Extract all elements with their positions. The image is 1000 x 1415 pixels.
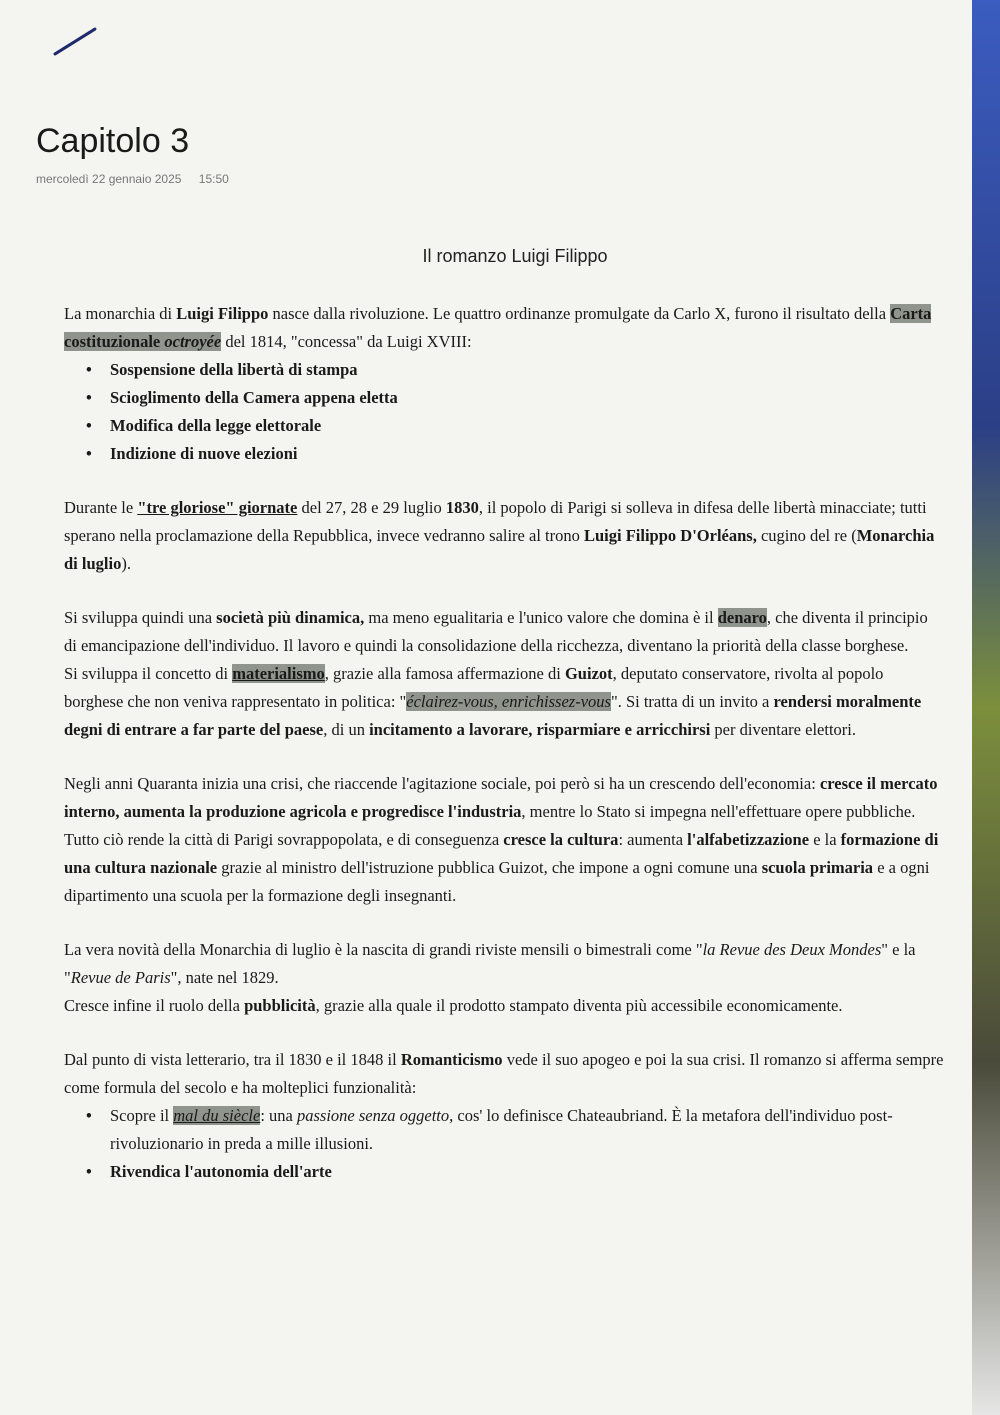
note-body: [64, 300, 944, 1212]
text-span: Cresce infine il ruolo della: [64, 996, 245, 1015]
background-edge: [972, 0, 1000, 1415]
pen-stroke: [53, 27, 97, 56]
text-bold: cresce la cultura: [503, 830, 619, 849]
text-bold: l'alfabetizzazione: [687, 830, 810, 849]
text-span: : una: [260, 1106, 297, 1125]
text-bold: Romanticismo: [400, 1050, 503, 1069]
page-timestamp: [36, 172, 229, 186]
text-span: ).: [121, 554, 131, 573]
text-bold: Guizot: [564, 664, 613, 683]
text-span: Carta costituzionale: [64, 304, 932, 351]
list-item: • Rivendica l'autonomia dell'arte: [110, 1158, 944, 1186]
paragraph-text: [64, 494, 944, 578]
text-bold: pubblicità: [244, 996, 316, 1015]
paragraph-text: [64, 300, 944, 356]
text-span: La monarchia di: [64, 304, 177, 323]
paragraph-text: [64, 660, 944, 744]
text-span: del 27, 28 e 29 luglio: [297, 498, 446, 517]
text-span: Dal punto di vista letterario, tra il 1830 e il 1848 il: [64, 1050, 401, 1069]
paragraph-giornate: [64, 494, 944, 578]
text-span: " e la ": [64, 940, 916, 987]
text-span: cugino del re (: [756, 526, 857, 545]
text-italic: passione senza oggetto: [296, 1106, 450, 1125]
text-span: del 1814, "concessa" da Luigi XVIII:: [221, 332, 472, 351]
ordinanze-list: [64, 356, 944, 468]
page-time: 15:50: [198, 172, 229, 186]
text-span: Si sviluppa il concetto di: [64, 664, 233, 683]
text-span: ". Si tratta di un invito a: [610, 692, 774, 711]
text-bold: 1830: [445, 498, 479, 517]
highlight-materialismo: materialismo: [232, 664, 325, 683]
text-bold: cresce il mercato interno, aumenta la produzione agricola e progredisce l'industria: [64, 774, 938, 821]
text-italic: octroyée: [164, 332, 222, 351]
text-bold: Luigi Filippo: [176, 304, 269, 323]
text-span: , che diventa il principio di emancipazione dell'individuo. Il lavoro e quindi la consolidazione della ricchezza, diventano la priorità della classe borghese.: [64, 608, 928, 655]
paragraph-text: [64, 770, 944, 910]
text-span: per diventare elettori.: [710, 720, 856, 739]
text-span: ma meno egualitaria e l'unico valore che domina è il: [364, 608, 718, 627]
text-span: e la: [809, 830, 841, 849]
text-span: , il popolo di Parigi si solleva in difesa delle libertà minacciate; tutti sperano nella proclamazione della Repubblica, invece vedranno salire al trono: [64, 498, 927, 545]
text-span: , di un: [323, 720, 370, 739]
list-item: • Scioglimento della Camera appena eletta: [110, 384, 944, 412]
paragraph-societa: [64, 604, 944, 744]
highlight-mal-du-siecle: mal du siècle: [173, 1106, 261, 1125]
text-span: , grazie alla quale il prodotto stampato diventa più accessibile economicamente.: [315, 996, 843, 1015]
paragraph-riviste: [64, 936, 944, 1020]
highlight-quote: éclairez-vous, enrichissez-vous: [406, 692, 611, 711]
text-span: Durante le: [64, 498, 138, 517]
page-title: Capitolo 3: [36, 122, 190, 160]
paragraph-text: [64, 1046, 944, 1102]
text-span: , deputato conservatore, rivolta al popolo borghese che non veniva rappresentato in politica: ": [64, 664, 884, 711]
page-date: mercoledì 22 gennaio 2025: [36, 172, 182, 186]
text-bold: società più dinamica,: [216, 608, 365, 627]
text-span: e a ogni dipartimento una scuola per la formazione degli insegnanti.: [64, 858, 930, 905]
text-italic: la Revue des Deux Mondes: [702, 940, 882, 959]
text-span: ", nate nel 1829.: [170, 968, 279, 987]
text-span: Scopre il: [110, 1106, 174, 1125]
paragraph-crisi: [64, 770, 944, 910]
text-bold: Luigi Filippo D'Orléans,: [584, 526, 757, 545]
section-heading: Il romanzo Luigi Filippo: [422, 246, 608, 266]
paragraph-romanticismo: [64, 1046, 944, 1186]
paragraph-text: [64, 936, 944, 992]
list-item: • Modifica della legge elettorale: [110, 412, 944, 440]
text-span: Si sviluppa quindi una: [64, 608, 217, 627]
text-span: Negli anni Quaranta inizia una crisi, che riaccende l'agitazione sociale, poi però si ha un crescendo dell'economia:: [64, 774, 820, 793]
text-italic: Revue de Paris: [70, 968, 171, 987]
paragraph-monarchia: [64, 300, 944, 468]
highlight-denaro: denaro: [717, 608, 767, 627]
list-item: • Indizione di nuove elezioni: [110, 440, 944, 468]
funzionalita-list: [64, 1102, 944, 1186]
text-span: grazie al ministro dell'istruzione pubblica Guizot, che impone a ogni comune una: [217, 858, 762, 877]
paragraph-text: [64, 992, 944, 1020]
list-item: [110, 1102, 944, 1158]
text-span: La vera novità della Monarchia di luglio è la nascita di grandi riviste mensili o bimestrali come ": [64, 940, 703, 959]
text-span: , cos' lo definisce Chateaubriand. È la metafora dell'individuo post-rivoluzionario in preda a mille illusioni.: [110, 1106, 893, 1153]
text-span: : aumenta: [618, 830, 688, 849]
text-bold: incitamento a lavorare, risparmiare e arricchirsi: [369, 720, 711, 739]
text-span: , grazie alla famosa affermazione di: [324, 664, 565, 683]
text-underline: "tre gloriose" giornate: [137, 498, 298, 517]
text-bold: formazione di una cultura nazionale: [64, 830, 939, 877]
paragraph-text: [64, 604, 944, 660]
text-bold: scuola primaria: [761, 858, 874, 877]
text-span: nasce dalla rivoluzione. Le quattro ordinanze promulgate da Carlo X, furono il risultato della: [268, 304, 891, 323]
text-span: , mentre lo Stato si impegna nell'effettuare opere pubbliche. Tutto ciò rende la città di Parigi sovrappopolata, e di conseguenza: [64, 802, 916, 849]
list-item: • Sospensione della libertà di stampa: [110, 356, 944, 384]
text-span: vede il suo apogeo e poi la sua crisi. Il romanzo si afferma sempre come formula del secolo e ha molteplici funzionalità:: [64, 1050, 944, 1097]
text-bold: rendersi moralmente degni di entrare a far parte del paese: [64, 692, 922, 739]
text-bold: Monarchia di luglio: [64, 526, 935, 573]
